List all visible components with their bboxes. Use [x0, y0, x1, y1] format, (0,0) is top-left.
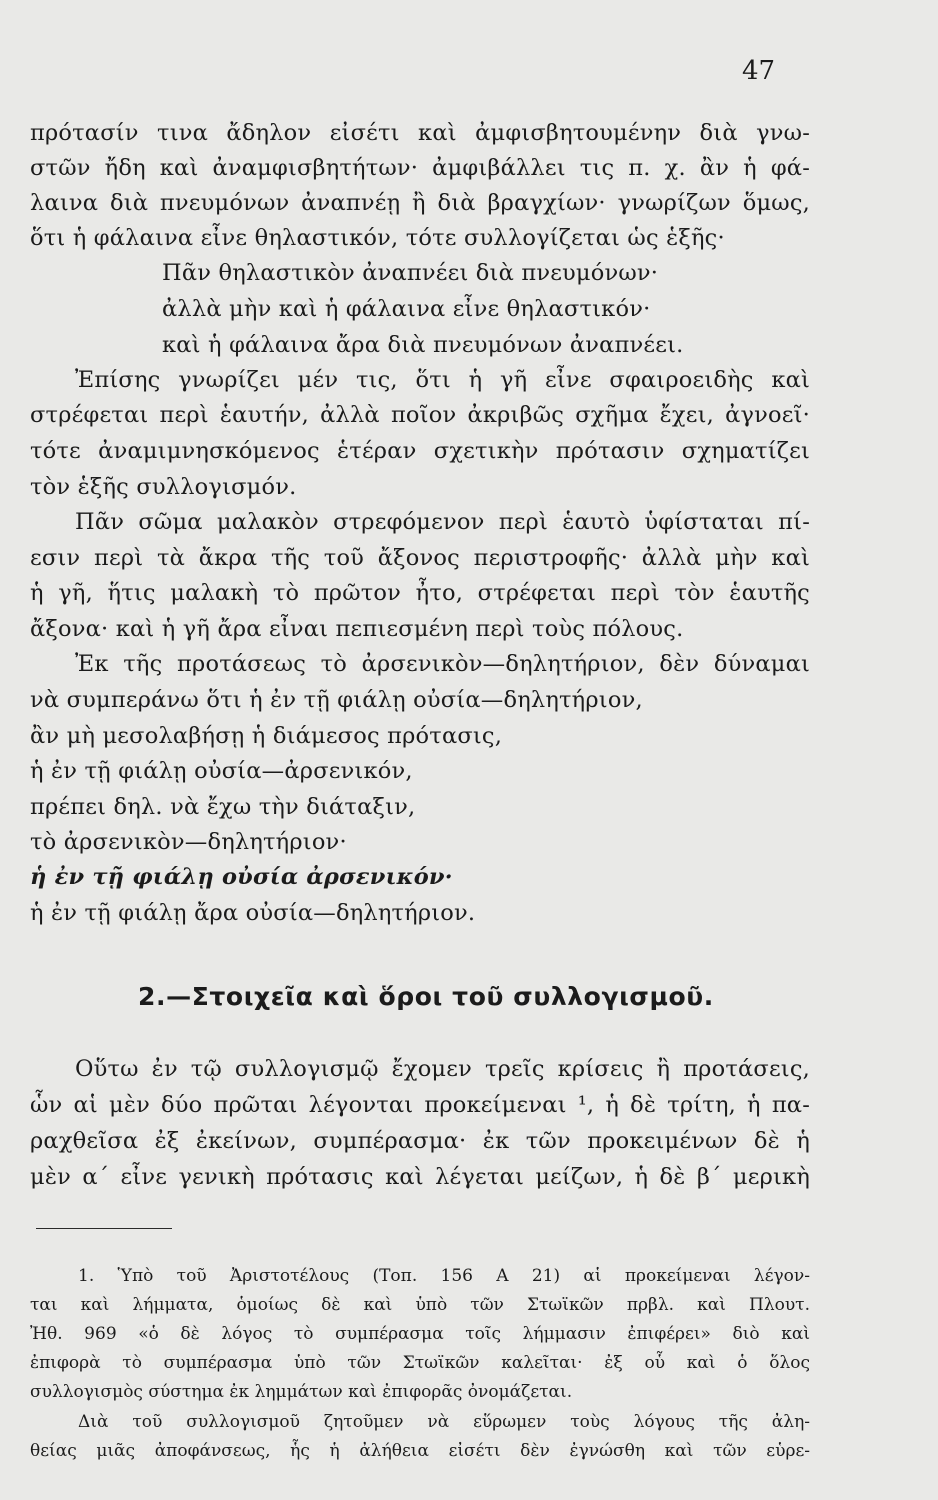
body-line: τότε ἀναμιμνησκόμενος ἑτέραν σχετικὴν πρότασιν σχηματίζει: [30, 438, 810, 464]
footnote-line: ται καὶ λήμματα, ὁμοίως δὲ καὶ ὑπὸ τῶν Στωϊκῶν πρβλ. καὶ Πλουτ.: [30, 1295, 810, 1315]
section-line: ραχθεῖσα ἐξ ἐκείνων, συμπέρασμα· ἐκ τῶν προκειμένων δὲ ἡ: [30, 1128, 810, 1154]
section-line: ὧν αἱ μὲν δύο πρῶται λέγονται προκείμεναι ¹, ἡ δὲ τρίτη, ἡ πα-: [30, 1092, 810, 1118]
body-line: εσιν περὶ τὰ ἄκρα τῆς τοῦ ἄξονος περιστροφῆς· ἀλλὰ μὴν καὶ: [30, 545, 810, 571]
body-line: τὸν ἑξῆς συλλογισμόν.: [30, 474, 297, 500]
body-line: στρέφεται περὶ ἑαυτήν, ἀλλὰ ποῖον ἀκριβῶς σχῆμα ἔχει, ἀγνοεῖ·: [30, 402, 810, 428]
body-line: στῶν ἤδη καὶ ἀναμφισβητήτων· ἀμφιβάλλει τις π. χ. ἂν ἡ φά-: [30, 155, 810, 181]
body-line: Ἐπίσης γνωρίζει μέν τις, ὅτι ἡ γῆ εἶνε σφαιροειδὴς καὶ: [75, 367, 810, 393]
footnote-line: συλλογισμὸς σύστημα ἐκ λημμάτων καὶ ἐπιφορᾶς ὀνομάζεται.: [30, 1382, 573, 1402]
body-line: Πᾶν σῶμα μαλακὸν στρεφόμενον περὶ ἑαυτὸ ὑφίσταται πί-: [75, 509, 810, 535]
footnote-line: ἐπιφορὰ τὸ συμπέρασμα ὑπὸ τῶν Στωϊκῶν καλεῖται· ἐξ οὗ καὶ ὁ ὅλος: [30, 1353, 810, 1373]
body-line: νὰ συμπεράνω ὅτι ἡ ἐν τῇ φιάλῃ οὐσία—δηλητήριον,: [30, 687, 643, 713]
body-line-bold: ἡ ἐν τῇ φιάλῃ οὐσία ἀρσενικόν·: [30, 864, 453, 890]
body-line: πρέπει δηλ. νὰ ἔχω τὴν διάταξιν,: [30, 794, 416, 820]
footnote-line: 1. Ὑπὸ τοῦ Ἀριστοτέλους (Τοπ. 156 A 21) αἱ προκείμεναι λέγον-: [78, 1266, 810, 1286]
body-line: πρότασίν τινα ἄδηλον εἰσέτι καὶ ἀμφισβητουμένην διὰ γνω-: [30, 120, 810, 146]
body-line: ἡ ἐν τῇ φιάλῃ ἄρα οὐσία—δηλητήριον.: [30, 900, 476, 926]
page-number: 47: [742, 56, 776, 86]
syllogism-line: Πᾶν θηλαστικὸν ἀναπνέει διὰ πνευμόνων·: [162, 260, 659, 286]
section-line: Οὕτω ἐν τῷ συλλογισμῷ ἔχομεν τρεῖς κρίσεις ἢ προτάσεις,: [75, 1056, 810, 1082]
body-line: λαινα διὰ πνευμόνων ἀναπνέῃ ἢ διὰ βραγχίων· γνωρίζων ὅμως,: [30, 190, 810, 216]
syllogism-line: καὶ ἡ φάλαινα ἄρα διὰ πνευμόνων ἀναπνέει.: [162, 332, 684, 358]
body-line: ἄξονα· καὶ ἡ γῆ ἄρα εἶναι πεπιεσμένη περὶ τοὺς πόλους.: [30, 616, 684, 642]
body-line: Ἐκ τῆς προτάσεως τὸ ἀρσενικὸν—δηλητήριον, δὲν δύναμαι: [75, 651, 810, 677]
body-line: ἂν μὴ μεσολαβήσῃ ἡ διάμεσος πρότασις,: [30, 723, 503, 749]
section-heading: 2.—Στοιχεῖα καὶ ὅροι τοῦ συλλογισμοῦ.: [138, 982, 714, 1011]
syllogism-line: ἀλλὰ μὴν καὶ ἡ φάλαινα εἶνε θηλαστικόν·: [162, 296, 651, 322]
body-line: ἡ ἐν τῇ φιάλῃ οὐσία—ἀρσενικόν,: [30, 758, 413, 784]
body-line: ἡ γῆ, ἥτις μαλακὴ τὸ πρῶτον ἦτο, στρέφεται περὶ τὸν ἑαυτῆς: [30, 580, 810, 606]
body-line: ὅτι ἡ φάλαινα εἶνε θηλαστικόν, τότε συλλογίζεται ὡς ἑξῆς·: [30, 225, 725, 251]
footnote-rule: [36, 1228, 172, 1229]
footnote-line: θείας μιᾶς ἀποφάνσεως, ἧς ἡ ἀλήθεια εἰσέτι δὲν ἐγνώσθη καὶ τῶν εὑρε-: [30, 1441, 810, 1461]
footnote-line: Ἠθ. 969 «ὁ δὲ λόγος τὸ συμπέρασμα τοῖς λήμμασιν ἐπιφέρει» διὸ καὶ: [30, 1324, 810, 1344]
footnote-line: Διὰ τοῦ συλλογισμοῦ ζητοῦμεν νὰ εὕρωμεν τοὺς λόγους τῆς ἀλη-: [78, 1412, 810, 1432]
body-line: τὸ ἀρσενικὸν—δηλητήριον·: [30, 829, 347, 855]
section-line: μὲν α΄ εἶνε γενικὴ πρότασις καὶ λέγεται μείζων, ἡ δὲ β΄ μερικὴ: [30, 1164, 810, 1190]
